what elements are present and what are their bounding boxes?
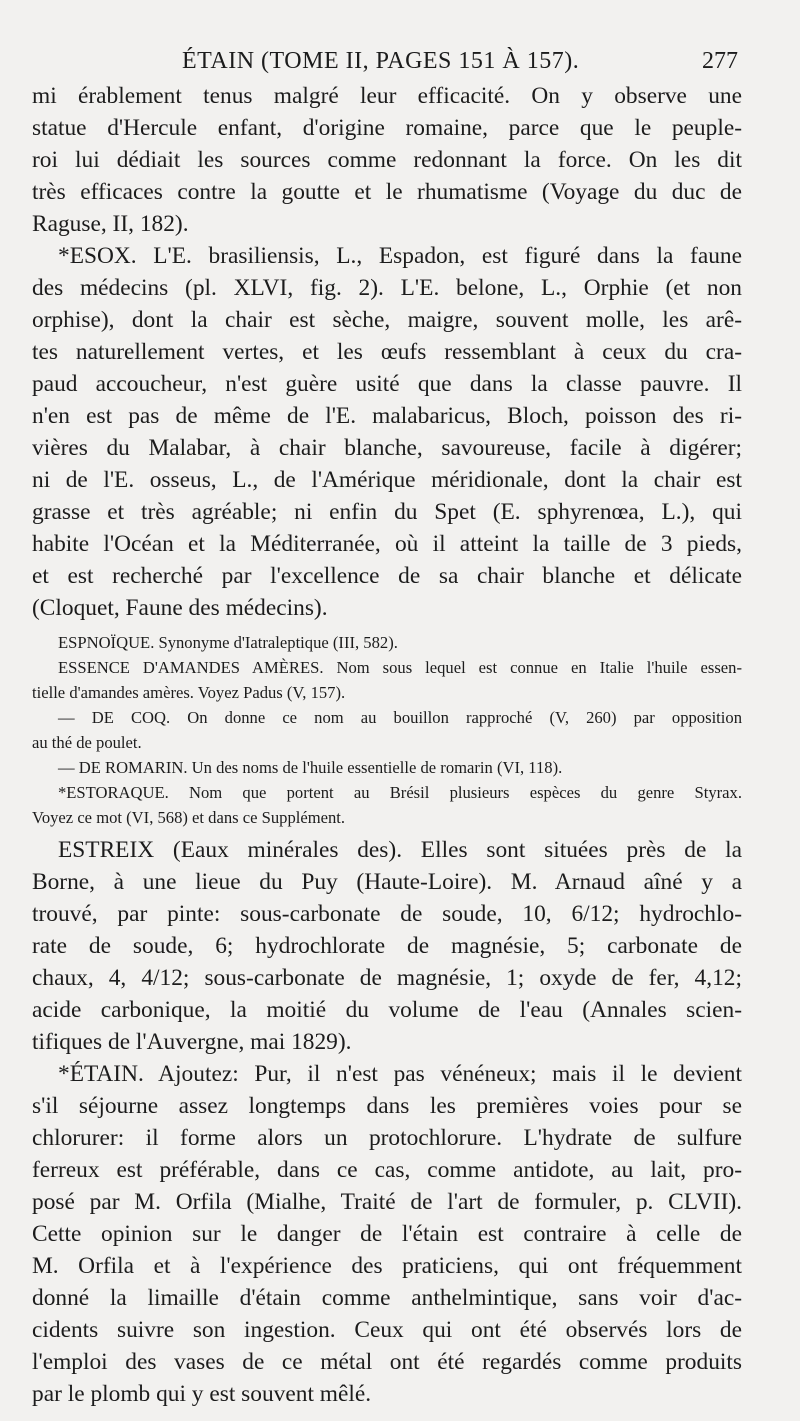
- text-line: habite l'Océan et la Méditerranée, où il atteint la taille de 3 pieds,: [32, 531, 742, 557]
- text-line: grasse et très agréable; ni enfin du Spet (E. sphyrenœa, L.), qui: [32, 499, 742, 525]
- running-title: ÉTAIN (TOME II, PAGES 151 À 157).: [182, 48, 580, 74]
- text-line: chaux, 4, 4/12; sous-carbonate de magnésie, 1; oxyde de fer, 4,12;: [32, 965, 742, 991]
- text-line: ESTREIX (Eaux minérales des). Elles sont situées près de la: [58, 837, 742, 863]
- text-line: trouvé, par pinte: sous-carbonate de soude, 10, 6/12; hydrochlo-: [32, 901, 742, 927]
- small-text-line: — DE ROMARIN. Un des noms de l'huile essentielle de romarin (VI, 118).: [58, 758, 563, 777]
- text-line: roi lui dédiait les sources comme redonnant la force. On les dit: [32, 147, 742, 173]
- text-line: n'en est pas de même de l'E. malabaricus, Bloch, poisson des ri-: [32, 403, 742, 429]
- text-line: l'emploi des vases de ce métal ont été regardés comme produits: [32, 1349, 742, 1375]
- page-number: 277: [702, 48, 738, 74]
- text-line: des médecins (pl. XLVI, fig. 2). L'E. belone, L., Orphie (et non: [32, 275, 742, 301]
- text-line: cidents suivre son ingestion. Ceux qui ont été observés lors de: [32, 1317, 742, 1343]
- text-line: et est recherché par l'excellence de sa chair blanche et délicate: [32, 563, 742, 589]
- small-text-line: — DE COQ. On donne ce nom au bouillon rapproché (V, 260) par opposition: [58, 708, 742, 727]
- small-text-line: ESSENCE D'AMANDES AMÈRES. Nom sous lequel est connue en Italie l'huile essen-: [58, 658, 742, 677]
- small-text-line: Voyez ce mot (VI, 568) et dans ce Supplément.: [32, 808, 346, 827]
- text-line: M. Orfila et à l'expérience des praticiens, qui ont fréquemment: [32, 1253, 742, 1279]
- text-line: par le plomb qui y est souvent mêlé.: [32, 1381, 372, 1407]
- text-line: (Cloquet, Faune des médecins).: [32, 595, 328, 621]
- text-line: Raguse, II, 182).: [32, 211, 189, 237]
- text-line: très efficaces contre la goutte et le rhumatisme (Voyage du duc de: [32, 179, 742, 205]
- small-text-line: tielle d'amandes amères. Voyez Padus (V, 157).: [32, 683, 346, 702]
- page-header: [32, 44, 742, 84]
- text-line: mi érablement tenus malgré leur efficacité. On y observe une: [32, 83, 742, 109]
- text-line: posé par M. Orfila (Mialhe, Traité de l'art de formuler, p. CLVII).: [32, 1189, 742, 1215]
- text-line: s'il séjourne assez longtemps dans les premières voies pour se: [32, 1093, 742, 1119]
- text-line: tes naturellement vertes, et les œufs ressemblant à ceux du cra-: [32, 339, 742, 365]
- text-line: orphise), dont la chair est sèche, maigre, souvent molle, les arê-: [32, 307, 742, 333]
- text-line: vières du Malabar, à chair blanche, savoureuse, facile à digérer;: [32, 435, 742, 461]
- text-line: ni de l'E. osseus, L., de l'Amérique méridionale, dont la chair est: [32, 467, 742, 493]
- small-text-line: au thé de poulet.: [32, 733, 142, 752]
- text-line: paud accoucheur, n'est guère usité que dans la classe pauvre. Il: [32, 371, 742, 397]
- text-line: *ÉTAIN. Ajoutez: Pur, il n'est pas vénéneux; mais il le devient: [58, 1061, 742, 1087]
- text-line: chlorurer: il forme alors un protochlorure. L'hydrate de sulfure: [32, 1125, 742, 1151]
- text-line: *ESOX. L'E. brasiliensis, L., Espadon, est figuré dans la faune: [58, 243, 742, 269]
- text-line: Borne, à une lieue du Puy (Haute-Loire). M. Arnaud aîné y a: [32, 869, 742, 895]
- text-line: rate de soude, 6; hydrochlorate de magnésie, 5; carbonate de: [32, 933, 742, 959]
- small-text-line: ESPNOÏQUE. Synonyme d'Iatraleptique (III, 582).: [58, 633, 398, 652]
- text-line: tifiques de l'Auvergne, mai 1829).: [32, 1029, 352, 1055]
- text-line: donné la limaille d'étain comme anthelmintique, sans voir d'ac-: [32, 1285, 742, 1311]
- page-body: [32, 80, 742, 1410]
- text-line: ferreux est préférable, dans ce cas, comme antidote, au lait, pro-: [32, 1157, 742, 1183]
- small-text-line: *ESTORAQUE. Nom que portent au Brésil plusieurs espèces du genre Styrax.: [58, 783, 742, 802]
- text-line: statue d'Hercule enfant, d'origine romaine, parce que le peuple-: [32, 115, 742, 141]
- text-line: Cette opinion sur le danger de l'étain est contraire à celle de: [32, 1221, 742, 1247]
- text-line: acide carbonique, la moitié du volume de l'eau (Annales scien-: [32, 997, 742, 1023]
